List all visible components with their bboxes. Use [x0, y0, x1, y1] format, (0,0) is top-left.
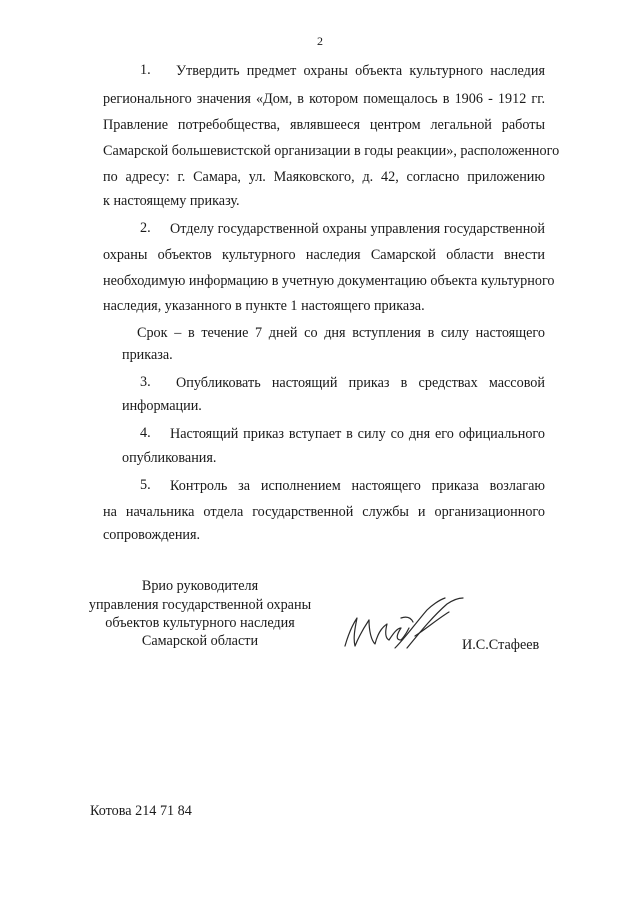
item-1-number: 1. — [140, 62, 151, 78]
item-1-line-5: по адресу: г. Самара, ул. Маяковского, д. 42, согласно приложению — [103, 169, 545, 185]
deadline-line-2: приказа. — [122, 347, 173, 363]
signatory-title-line-2: управления государственной охраны — [88, 597, 312, 613]
item-4-line-1: Настоящий приказ вступает в силу со дня его официального — [170, 426, 545, 442]
item-1-line-6: к настоящему приказу. — [103, 193, 240, 209]
item-1-line-2: регионального значения «Дом, в котором помещалось в 1906 - 1912 гг. — [103, 91, 545, 107]
item-3-line-2: информации. — [122, 398, 202, 414]
item-3-number: 3. — [140, 374, 151, 390]
item-2-number: 2. — [140, 220, 151, 236]
item-5-number: 5. — [140, 477, 151, 493]
item-2-line-4: наследия, указанного в пункте 1 настоящего приказа. — [103, 298, 425, 314]
signatory-title-line-3: объектов культурного наследия — [105, 615, 295, 631]
deadline-line-1: Срок – в течение 7 дней со дня вступления в силу настоящего — [137, 325, 545, 341]
item-2-line-3: необходимую информацию в учетную документацию объекта культурного — [103, 273, 555, 289]
item-5-line-3: сопровождения. — [103, 527, 201, 543]
item-1-line-4: Самарской большевистской организации в годы реакции», расположенного — [103, 143, 560, 159]
handwritten-signature — [335, 588, 475, 658]
item-2-line-2: охраны объектов культурного наследия Самарской области внести — [103, 247, 545, 263]
item-2-line-1: Отделу государственной охраны управления государственной — [170, 221, 545, 237]
item-1-line-1: Утвердить предмет охраны объекта культурного наследия — [176, 63, 545, 79]
signatory-title-line-1: Врио руководителя — [141, 578, 259, 594]
item-4-line-2: опубликования. — [122, 450, 217, 466]
contact-line: Котова 214 71 84 — [90, 803, 192, 819]
signatory-name: И.С.Стафеев — [462, 637, 540, 653]
signatory-title-line-4: Самарской области — [141, 633, 259, 649]
item-5-line-2: на начальника отдела государственной службы и организационного — [103, 504, 545, 520]
item-3-line-1: Опубликовать настоящий приказ в средствах массовой — [176, 375, 545, 391]
item-5-line-1: Контроль за исполнением настоящего приказа возлагаю — [170, 478, 545, 494]
item-4-number: 4. — [140, 425, 151, 441]
page-number: 2 — [317, 34, 323, 48]
item-1-line-3: Правление потребобщества, являвшееся центром легальной работы — [103, 117, 545, 133]
